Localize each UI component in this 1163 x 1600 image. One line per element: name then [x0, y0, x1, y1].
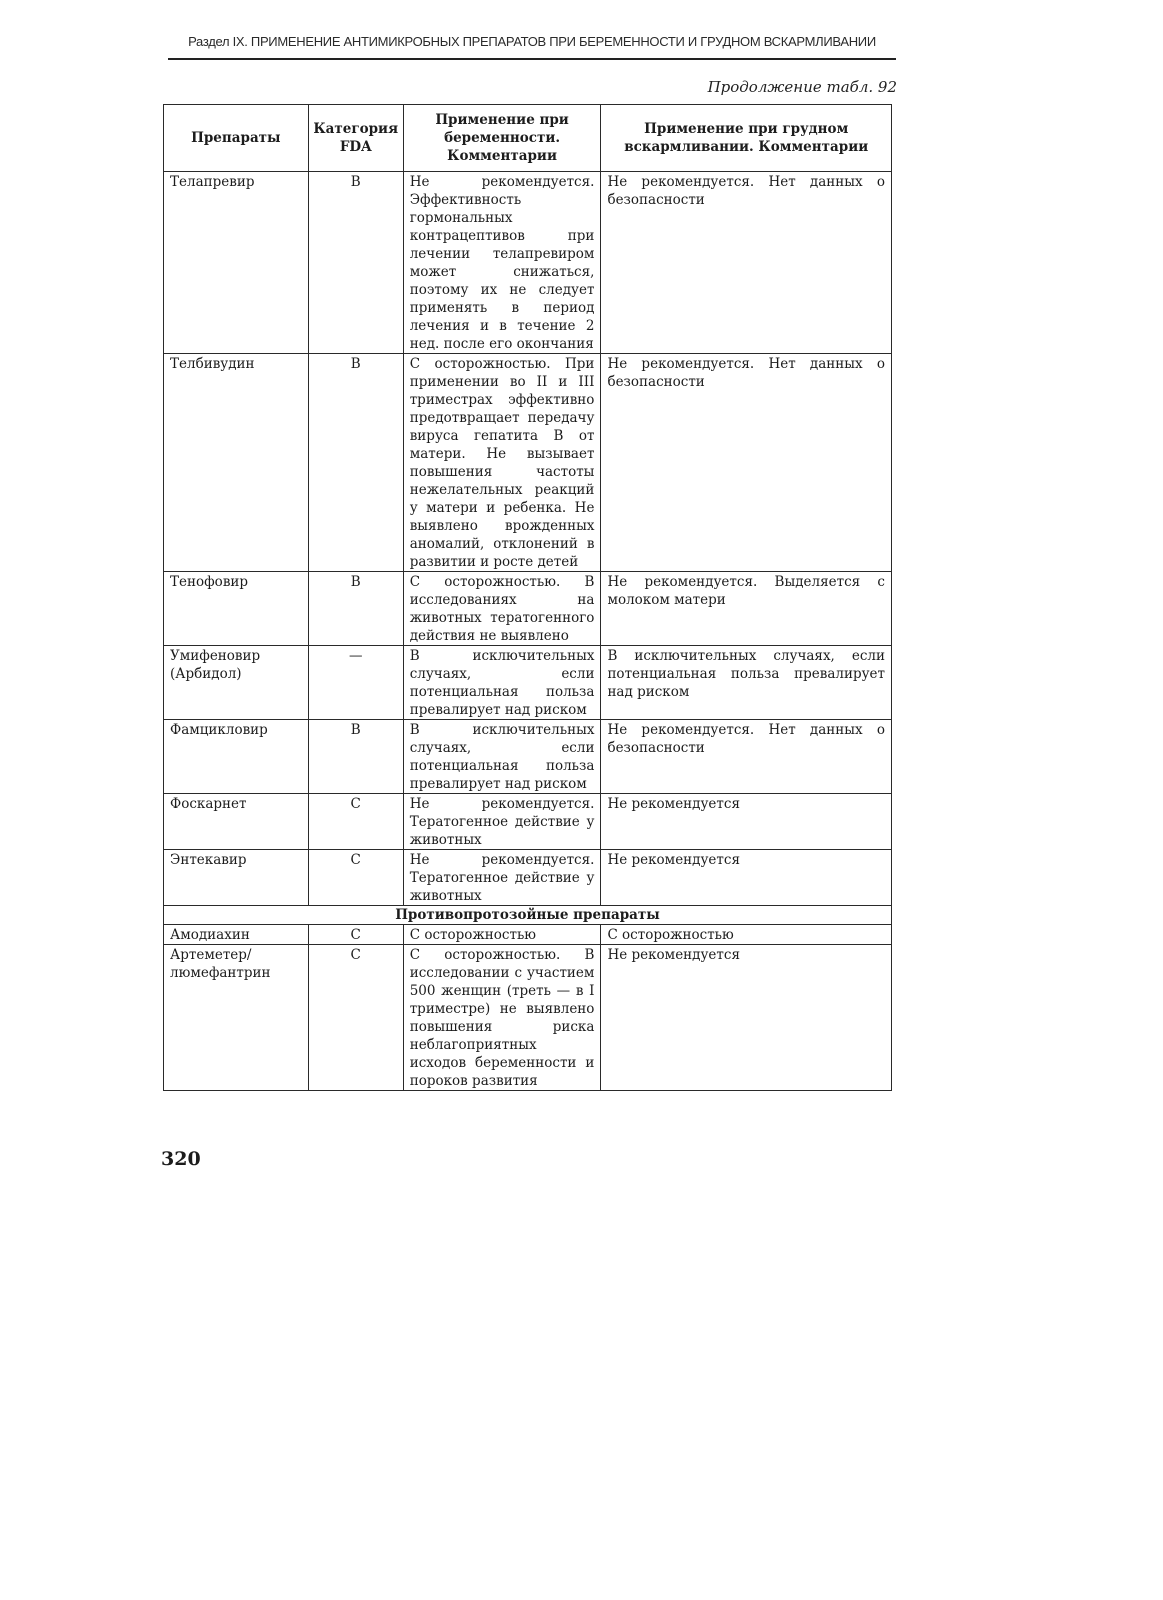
drug-name: Умифеновир (Арбидол) [164, 646, 309, 720]
table-caption: Продолжение табл. 92 [707, 78, 897, 96]
fda-category: B [308, 354, 403, 572]
breastfeeding-comment: Не рекомендуется. Нет данных о безопасности [601, 172, 892, 354]
breastfeeding-comment: Не рекомендуется. Нет данных о безопасности [601, 354, 892, 572]
table-row [164, 720, 892, 794]
pregnancy-comment: С осторожностью. В исследовании с участием 500 женщин (треть — в I триместре) не выявлено повышения риска неблагоприятных исходов беременности и пороков развития [403, 945, 601, 1091]
pregnancy-comment: В исключительных случаях, если потенциальная польза превалирует над риском [403, 646, 601, 720]
page-number: 320 [161, 1148, 201, 1170]
table-row [164, 945, 892, 1091]
breastfeeding-comment: Не рекомендуется. Выделяется с молоком матери [601, 572, 892, 646]
fda-category: C [308, 794, 403, 850]
column-header-pregnancy: Применение при беременности. Комментарии [403, 105, 601, 172]
drug-table [163, 104, 892, 1091]
column-header-drugs: Препараты [164, 105, 309, 172]
breastfeeding-comment: Не рекомендуется [601, 794, 892, 850]
table-row [164, 925, 892, 945]
table-row [164, 794, 892, 850]
pregnancy-comment: Не рекомендуется. Тератогенное действие у животных [403, 850, 601, 906]
pregnancy-comment: Не рекомендуется. Эффективность гормональных контрацептивов при лечении телапревиром может снижаться, поэтому их не следует применять в период лечения и в течение 2 нед. после его окончания [403, 172, 601, 354]
fda-category: B [308, 720, 403, 794]
section-header-row [164, 906, 892, 925]
fda-category: B [308, 572, 403, 646]
breastfeeding-comment: Не рекомендуется [601, 850, 892, 906]
breastfeeding-comment: Не рекомендуется [601, 945, 892, 1091]
breastfeeding-comment: В исключительных случаях, если потенциальная польза превалирует над риском [601, 646, 892, 720]
drug-name: Фоскарнет [164, 794, 309, 850]
fda-category: C [308, 925, 403, 945]
fda-category: C [308, 945, 403, 1091]
drug-name: Артеметер/ люмефантрин [164, 945, 309, 1091]
header-rule [168, 58, 896, 60]
pregnancy-comment: Не рекомендуется. Тератогенное действие у животных [403, 794, 601, 850]
drug-name: Телбивудин [164, 354, 309, 572]
table-row [164, 646, 892, 720]
table-row [164, 850, 892, 906]
pregnancy-comment: В исключительных случаях, если потенциальная польза превалирует над риском [403, 720, 601, 794]
fda-category: B [308, 172, 403, 354]
breastfeeding-comment: С осторожностью [601, 925, 892, 945]
running-header: Раздел IX. ПРИМЕНЕНИЕ АНТИМИКРОБНЫХ ПРЕПАРАТОВ ПРИ БЕРЕМЕННОСТИ И ГРУДНОМ ВСКАРМЛИВАНИИ [188, 34, 876, 49]
drug-name: Тенофовир [164, 572, 309, 646]
section-title: Противопротозойные препараты [164, 906, 892, 925]
drug-name: Телапревир [164, 172, 309, 354]
table-row [164, 354, 892, 572]
table-header-row [164, 105, 892, 172]
column-header-fda-category: Категория FDA [308, 105, 403, 172]
column-header-breastfeeding: Применение при грудном вскармливании. Комментарии [601, 105, 892, 172]
pregnancy-comment: С осторожностью [403, 925, 601, 945]
fda-category: C [308, 850, 403, 906]
table-row [164, 572, 892, 646]
pregnancy-comment: С осторожностью. В исследованиях на животных тератогенного действия не выявлено [403, 572, 601, 646]
table-row [164, 172, 892, 354]
drug-name: Фамцикловир [164, 720, 309, 794]
pregnancy-comment: С осторожностью. При применении во II и III триместрах эффективно предотвращает передачу вируса гепатита B от матери. Не вызывает повышения частоты нежелательных реакций у матери и ребенка. Не выявлено врожденных аномалий, отклонений в развитии и росте детей [403, 354, 601, 572]
breastfeeding-comment: Не рекомендуется. Нет данных о безопасности [601, 720, 892, 794]
drug-name: Амодиахин [164, 925, 309, 945]
fda-category: — [308, 646, 403, 720]
drug-name: Энтекавир [164, 850, 309, 906]
